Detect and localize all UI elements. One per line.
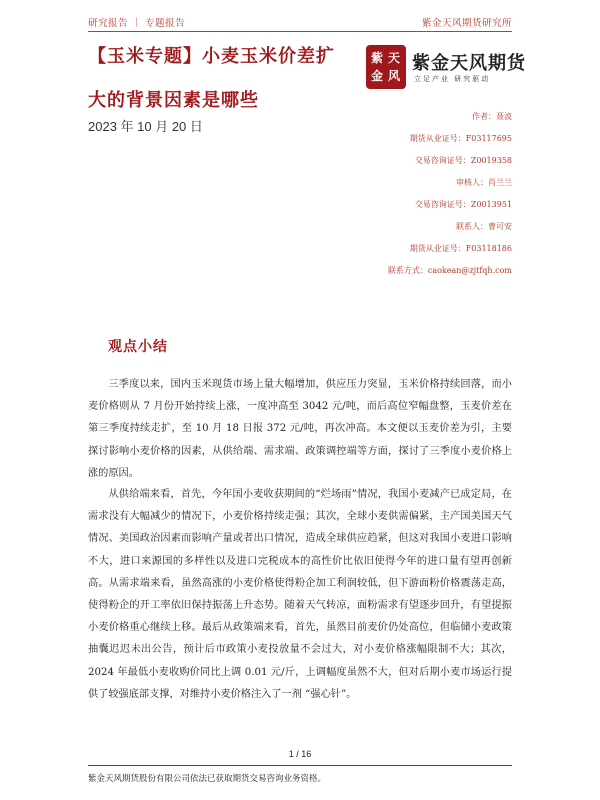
report-date: 2023 年 10 月 20 日 [88,119,203,134]
company-name: 紫金天风期货 [412,53,526,74]
header-right-label: 紫金天风期货研究所 [421,18,512,29]
seal-char: 紫 [371,51,384,65]
summary-paragraph: 三季度以来，国内玉米现货市场上量大幅增加，供应压力突显，玉米价格持续回落，而小麦价格则从 7 月份开始持续上涨，一度冲高至 3042 元/吨，而后高位窄幅盘整，玉麦价差在第三季度持续走扩，至 10 月 18 日报 372 元/吨，再次冲高。本文便以玉麦价差为引，主要探讨影响小麦价格的因素，从供给端、需求端、政策调控端等方面，探讨了三季度小麦价格上涨的原因。 [88,379,512,479]
reviewer-line: 审核人：肖兰兰 [456,178,512,187]
company-logo [366,45,526,95]
company-tagline: 立足产业 研究驱动 [414,75,491,83]
author-consult-license-line: 交易咨询证号：Z0019358 [414,156,512,165]
reviewer-license-line: 交易咨询证号：Z0013951 [414,200,512,209]
header-divider [88,31,512,32]
section-title: 观点小结 [108,339,168,355]
author-line: 作者：聂波 [472,112,512,121]
footer-divider [88,765,512,766]
contact-line: 联系人：曹可安 [456,222,512,231]
seal-char: 风 [388,69,401,83]
logo-seal-icon [366,45,406,89]
page-number: 1 / 16 [288,749,312,759]
contact-email-line: 联系方式：caokean@zjtfqh.com [387,266,512,275]
report-title-line-1: 【玉米专题】小麦玉米价差扩 [88,46,335,67]
contact-license-line: 期货从业证号：F03118186 [409,244,512,253]
header-left-label: 研究报告 ｜ 专题报告 [88,18,186,29]
author-license-line: 期货从业证号：F03117695 [409,134,512,143]
report-title-line-2: 大的背景因素是哪些 [88,90,259,111]
seal-char: 金 [371,69,384,83]
footer-disclaimer: 紫金天风期货股份有限公司依法已获取期货交易咨询业务资格。 [88,774,327,784]
seal-char: 天 [388,51,401,65]
summary-paragraph: 从供给端来看，首先，今年国小麦收获期间的“烂场雨”情况，我国小麦减产已成定局，在需求没有大幅减少的情况下，小麦价格持续走强；其次，全球小麦供需偏紧，主产国美国天气情况、美国政治因素而影响产量或者出口情况，造成全球供应趋紧，但这对我国小麦进口影响不大，进口来源国的多样性以及进口完税成本的高性价比依旧使得今年的进口量有望再创新高。从需求端来看，虽然高涨的小麦价格使得粉企加工利润较低，但下游面粉价格震荡走高，使得粉企的开工率依旧保持振荡上升态势。随着天气转凉，面粉需求有望逐步回升，有望提振小麦价格重心继续上移。最后从政策端来看，首先，虽然目前麦价仍处高位，但临储小麦政策抽囊迟迟未出公告，预计后市政策小麦投放量不会过大，对小麦价格涨幅限制不大；其次，2024 年最低小麦收购价同比上调 0.01 元/斤，上调幅度虽然不大，但对后期小麦市场运行提供了较强底部支撑，对维持小麦价格注入了一剂 “强心针”。 [88,489,512,700]
